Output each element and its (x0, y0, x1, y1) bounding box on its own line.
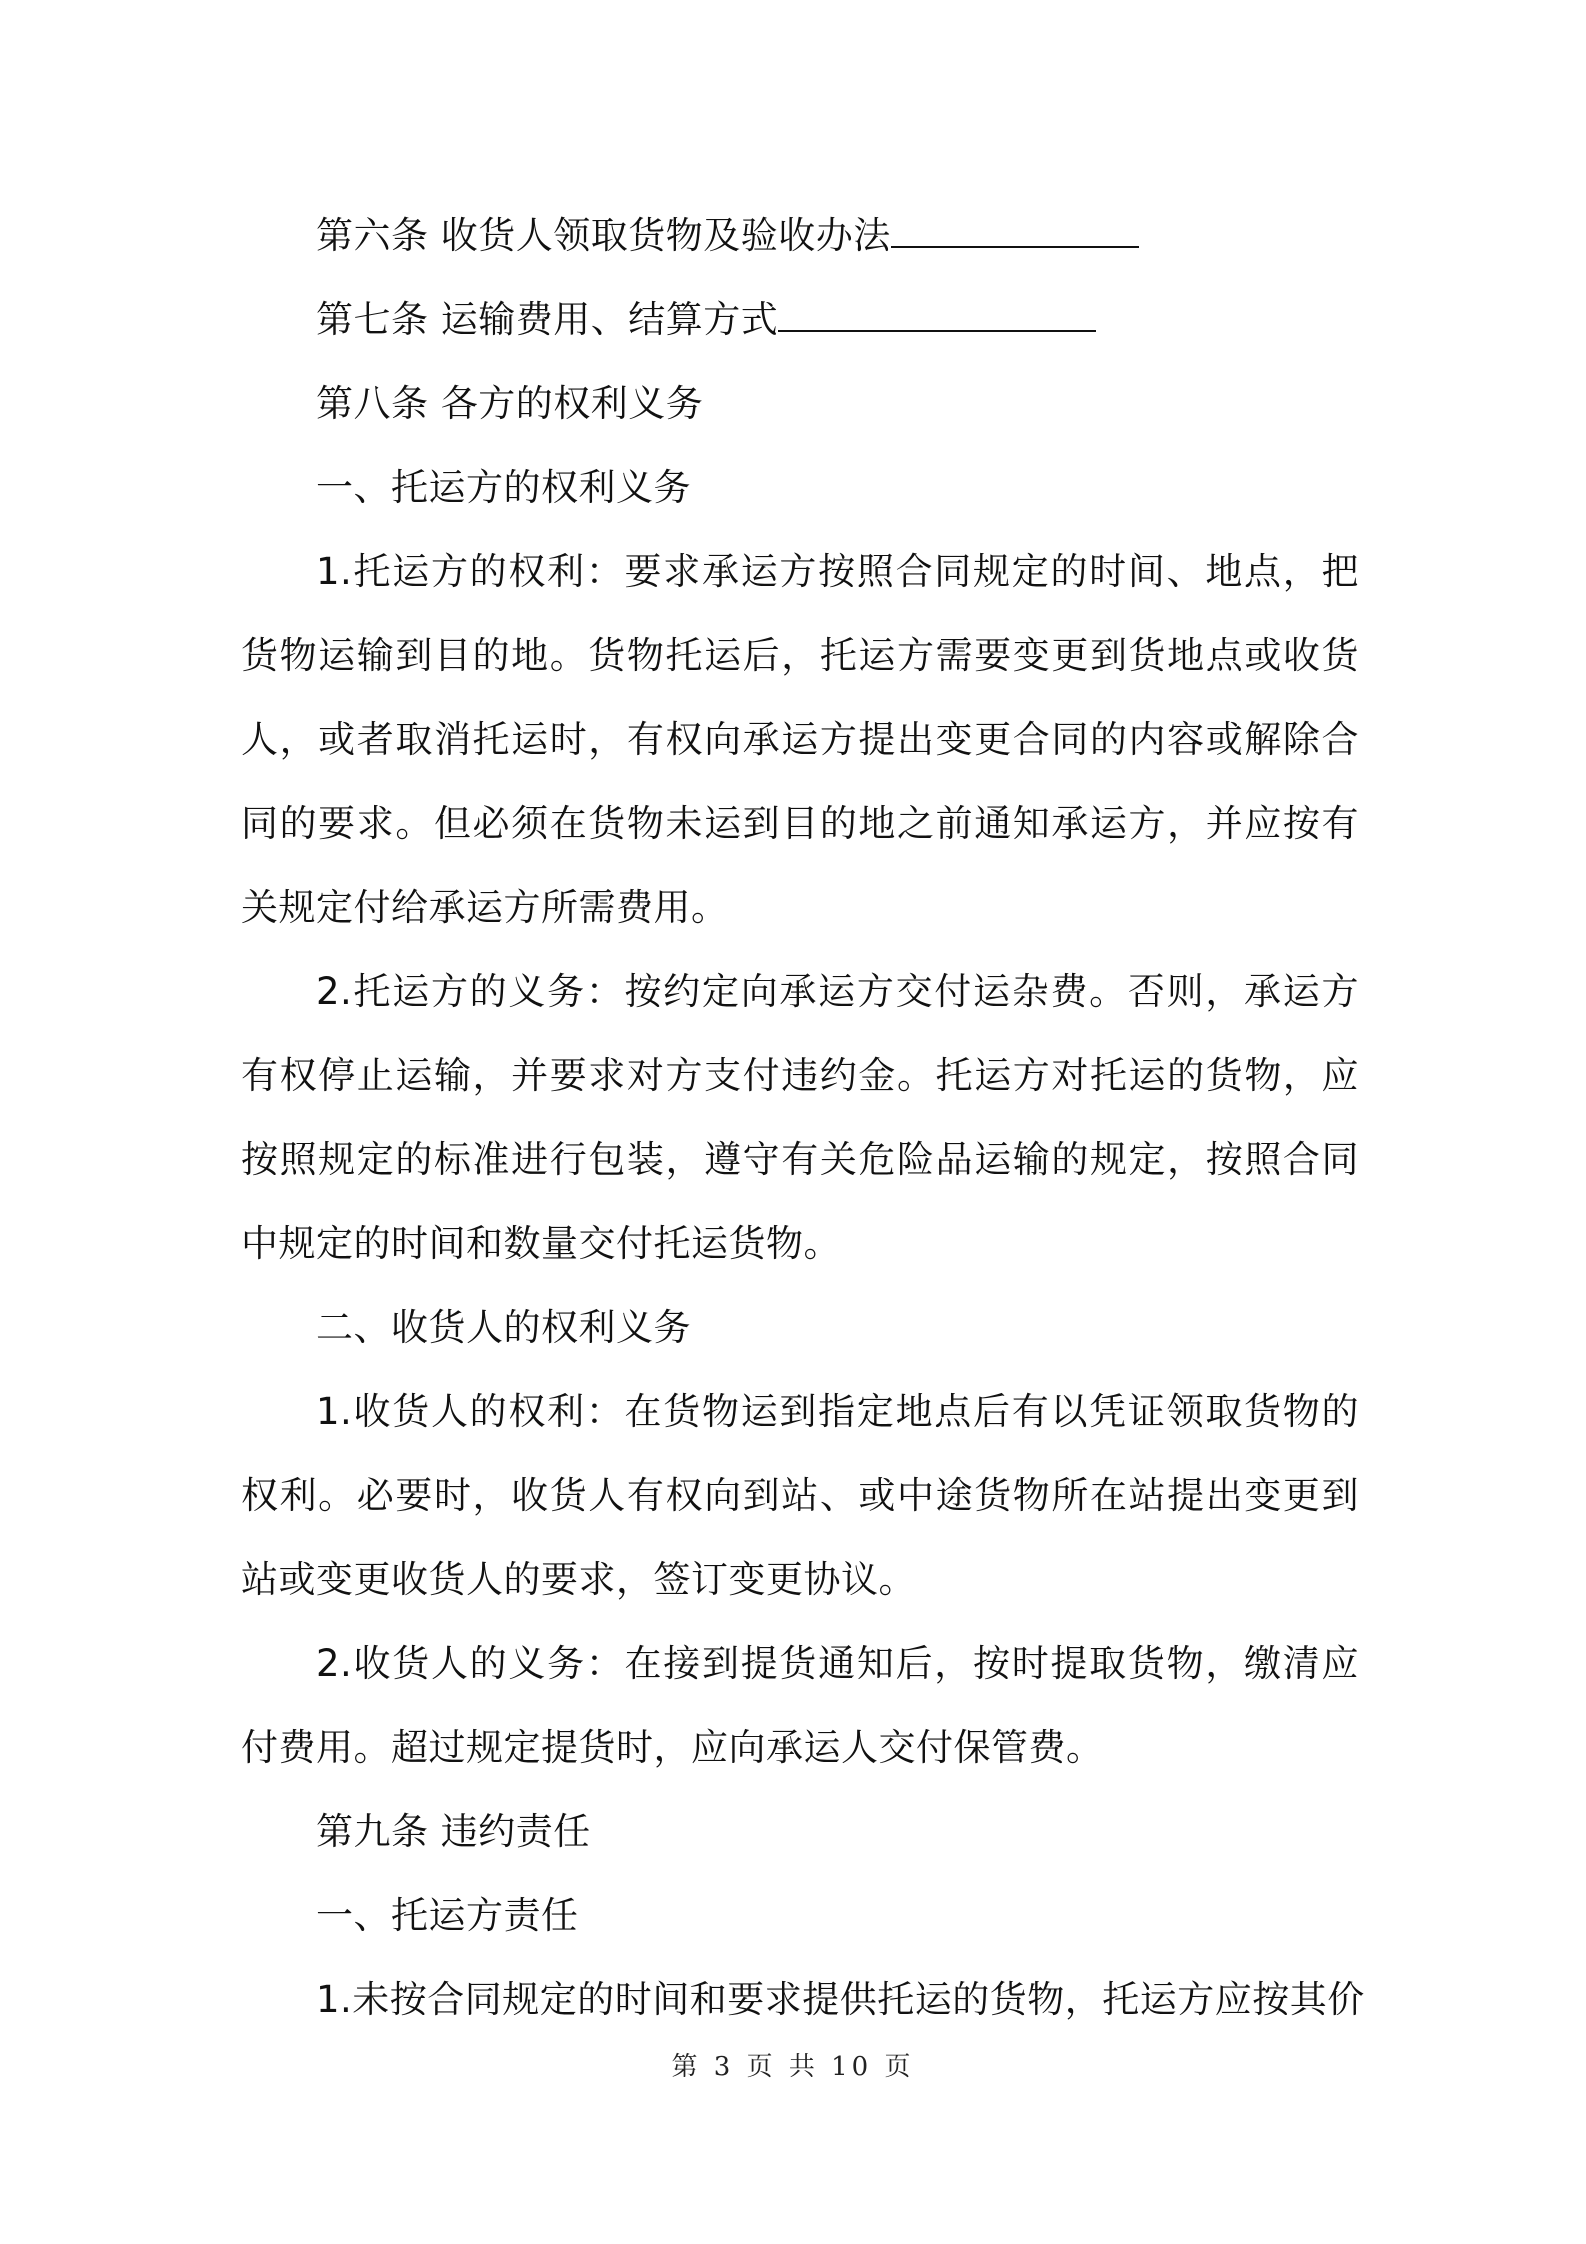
paragraph-consignee-duties: 2.收货人的义务：在接到提货通知后，按时提取货物，缴清应付费用。超过规定提货时，应向承运人交付保管费。 (241, 1642, 1359, 1769)
section-2-heading: 二、收货人的权利义务 (316, 1306, 691, 1349)
paragraph-shipper-duties: 2.托运方的义务：按约定向承运方交付运杂费。否则，承运方有权停止运输，并要求对方支付违约金。托运方对托运的货物，应按照规定的标准进行包装，遵守有关危险品运输的规定，按照合同中规定的时间和数量交付托运货物。 (241, 970, 1359, 1265)
article-9-heading: 第九条 违约责任 (316, 1810, 591, 1853)
paragraph-consignee-rights: 1.收货人的权利：在货物运到指定地点后有以凭证领取货物的权利。必要时，收货人有权向到站、或中途货物所在站提出变更到站或变更收货人的要求，签订变更协议。 (241, 1390, 1359, 1601)
article-6-blank (891, 212, 1139, 248)
article-7-text: 第七条 运输费用、结算方式 (316, 298, 779, 341)
paragraph-shipper-liability: 1.未按合同规定的时间和要求提供托运的货物，托运方应按其价 (316, 1978, 1365, 2021)
article-7-line (241, 278, 1359, 362)
article-7-blank (778, 296, 1096, 332)
article-6-line (241, 194, 1359, 278)
section-1-heading: 一、托运方的权利义务 (316, 466, 691, 509)
article-8-heading: 第八条 各方的权利义务 (316, 382, 704, 425)
page-number-footer: 第 3 页 共 10 页 (671, 2052, 915, 2082)
document-body (241, 194, 1365, 2042)
article-9-subheading: 一、托运方责任 (316, 1894, 579, 1937)
article-6-text: 第六条 收货人领取货物及验收办法 (316, 214, 891, 257)
paragraph-shipper-rights: 1.托运方的权利：要求承运方按照合同规定的时间、地点，把货物运输到目的地。货物托运后，托运方需要变更到货地点或收货人，或者取消托运时，有权向承运方提出变更合同的内容或解除合同的要求。但必须在货物未运到目的地之前通知承运方，并应按有关规定付给承运方所需费用。 (241, 550, 1359, 929)
